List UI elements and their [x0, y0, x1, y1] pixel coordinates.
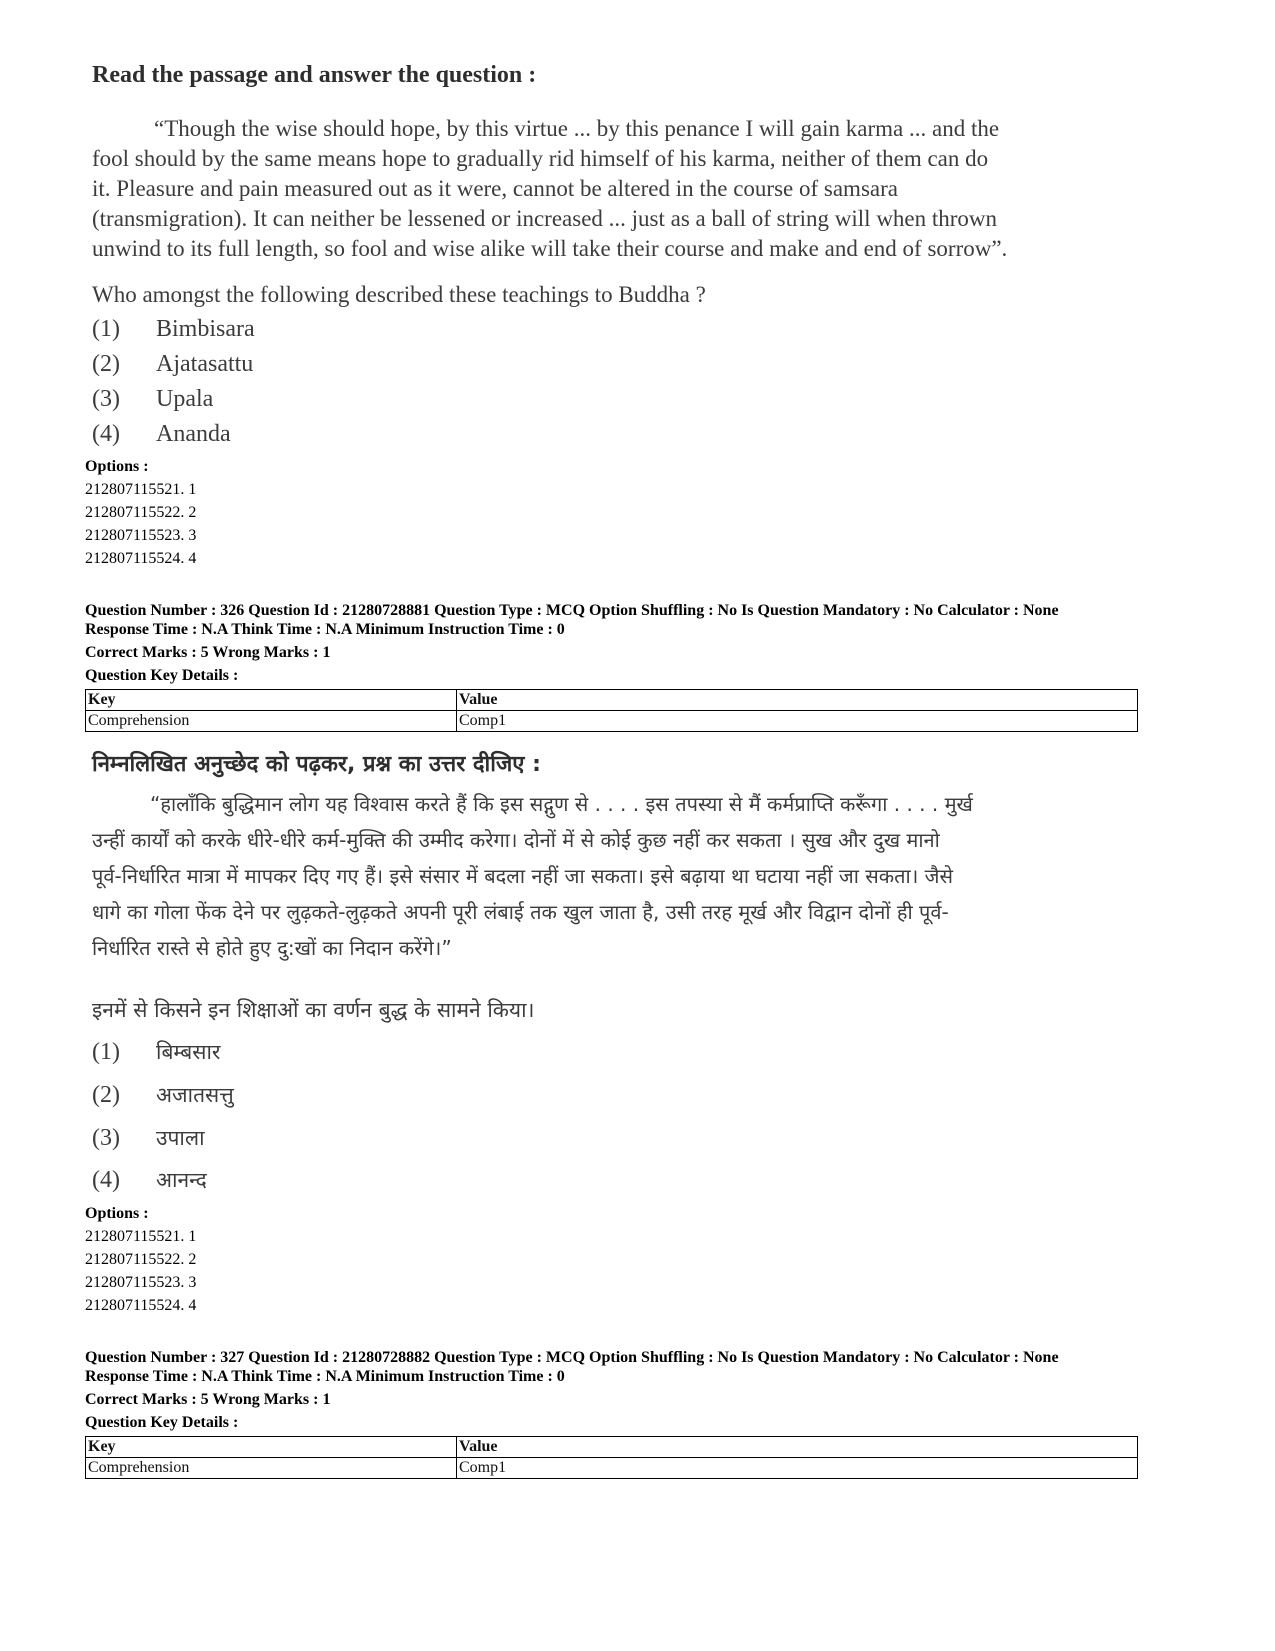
choice-number: (2) — [92, 1082, 120, 1108]
table-row — [86, 711, 1138, 732]
passage-heading-en: Read the passage and answer the question : — [92, 62, 537, 88]
passage-en-line: it. Pleasure and pain measured out as it were, cannot be altered in the course of samsara — [92, 176, 898, 201]
choice-text: Ananda — [156, 421, 231, 447]
choice-item — [92, 1166, 207, 1194]
question-meta-line: Question Number : 326 Question Id : 21280728881 Question Type : MCQ Option Shuffling : No Is Question Mandatory : No Calculator : None — [85, 602, 1059, 619]
option-id: 212807115521. 1 — [85, 481, 197, 498]
choice-item — [92, 351, 253, 378]
options-label: Options : — [85, 458, 149, 475]
option-id: 212807115522. 2 — [85, 504, 197, 521]
marks-line: Correct Marks : 5 Wrong Marks : 1 — [85, 1391, 331, 1408]
passage-hi-line: उन्हीं कार्यों को करके धीरे-धीरे कर्म-मुक्ति की उम्मीद करेगा। दोनों में से कोई कुछ नहीं कर सकता । सुख और दुख मानो — [92, 828, 940, 852]
choice-item — [92, 1038, 220, 1066]
passage-hi-line: धागे का गोला फेंक देने पर लुढ़कते-लुढ़कते अपनी पूरी लंबाई तक खुल जाता है, उसी तरह मूर्ख और विद्वान दोनों ही पूर्व- — [92, 900, 949, 924]
choice-number: (2) — [92, 351, 120, 377]
question-meta-line: Question Number : 327 Question Id : 21280728882 Question Type : MCQ Option Shuffling : No Is Question Mandatory : No Calculator : None — [85, 1349, 1059, 1366]
option-id: 212807115524. 4 — [85, 550, 197, 567]
choice-item — [92, 386, 213, 413]
choice-text: Upala — [156, 386, 214, 412]
choice-number: (1) — [92, 1039, 120, 1065]
table-header-row — [86, 690, 1138, 711]
marks-line: Correct Marks : 5 Wrong Marks : 1 — [85, 644, 331, 661]
passage-hi-line: निर्धारित रास्ते से होते हुए दु:खों का निदान करेंगे।” — [92, 936, 452, 960]
table-row — [86, 1458, 1138, 1479]
choice-text: Bimbisara — [156, 316, 255, 342]
option-id: 212807115522. 2 — [85, 1251, 197, 1268]
key-details-label: Question Key Details : — [85, 667, 239, 684]
question-meta-line: Response Time : N.A Think Time : N.A Minimum Instruction Time : 0 — [85, 1368, 565, 1385]
choice-item — [92, 1081, 234, 1109]
table-header-key: Key — [86, 690, 457, 711]
choice-number: (4) — [92, 1167, 120, 1193]
choice-number: (1) — [92, 316, 120, 342]
choice-text: बिम्बसार — [156, 1040, 221, 1064]
table-cell-key: Comprehension — [86, 711, 457, 732]
table-header-value: Value — [457, 690, 1138, 711]
key-details-label: Question Key Details : — [85, 1414, 239, 1431]
choice-text: Ajatasattu — [156, 351, 254, 377]
table-header-row — [86, 1437, 1138, 1458]
table-header-key: Key — [86, 1437, 457, 1458]
choice-text: आनन्द — [156, 1168, 207, 1192]
passage-hi-line: “हालाँकि बुद्धिमान लोग यह विश्वास करते हैं कि इस सद्गुण से . . . . इस तपस्या से मैं कर्मप्राप्ति करूँगा . . . . मुर्ख — [150, 792, 973, 816]
option-id: 212807115523. 3 — [85, 1274, 197, 1291]
key-value-table — [85, 689, 1138, 732]
passage-en-line: unwind to its full length, so fool and wise alike will take their course and make and end of sorrow”. — [92, 236, 1008, 261]
choice-item — [92, 421, 231, 448]
key-value-table — [85, 1436, 1138, 1479]
choice-number: (3) — [92, 1125, 120, 1151]
passage-en-line: fool should by the same means hope to gradually rid himself of his karma, neither of them can do — [92, 146, 989, 171]
passage-hi — [92, 786, 1144, 966]
question-text-hi: इनमें से किसने इन शिक्षाओं का वर्णन बुद्ध के सामने किया। — [92, 998, 535, 1022]
choice-item — [92, 1124, 205, 1152]
option-id: 212807115523. 3 — [85, 527, 197, 544]
option-id: 212807115521. 1 — [85, 1228, 197, 1245]
table-header-value: Value — [457, 1437, 1138, 1458]
choice-text: अजातसत्तु — [156, 1083, 234, 1107]
passage-hi-line: पूर्व-निर्धारित मात्रा में मापकर दिए गए हैं। इसे संसार में बदला नहीं जा सकता। इसे बढ़ाया था घटाया नहीं जा सकता। जैसे — [92, 864, 954, 888]
options-block — [85, 455, 196, 570]
option-id: 212807115524. 4 — [85, 1297, 197, 1314]
choice-item — [92, 316, 255, 343]
choice-text: उपाला — [156, 1126, 205, 1150]
passage-heading-hi: निम्नलिखित अनुच्छेद को पढ़कर, प्रश्न का उत्तर दीजिए : — [92, 752, 541, 777]
choice-number: (4) — [92, 421, 120, 447]
passage-en — [92, 114, 1144, 264]
table-cell-value: Comp1 — [457, 711, 1138, 732]
passage-en-line: “Though the wise should hope, by this virtue ... by this penance I will gain karma ... and the — [154, 116, 1000, 141]
table-cell-value: Comp1 — [457, 1458, 1138, 1479]
question-meta-line: Response Time : N.A Think Time : N.A Minimum Instruction Time : 0 — [85, 621, 565, 638]
choice-number: (3) — [92, 386, 120, 412]
options-label: Options : — [85, 1205, 149, 1222]
question-text-en: Who amongst the following described these teachings to Buddha ? — [92, 282, 706, 307]
passage-en-line: (transmigration). It can neither be lessened or increased ... just as a ball of string will when thrown — [92, 206, 998, 231]
table-cell-key: Comprehension — [86, 1458, 457, 1479]
options-block — [85, 1202, 196, 1317]
